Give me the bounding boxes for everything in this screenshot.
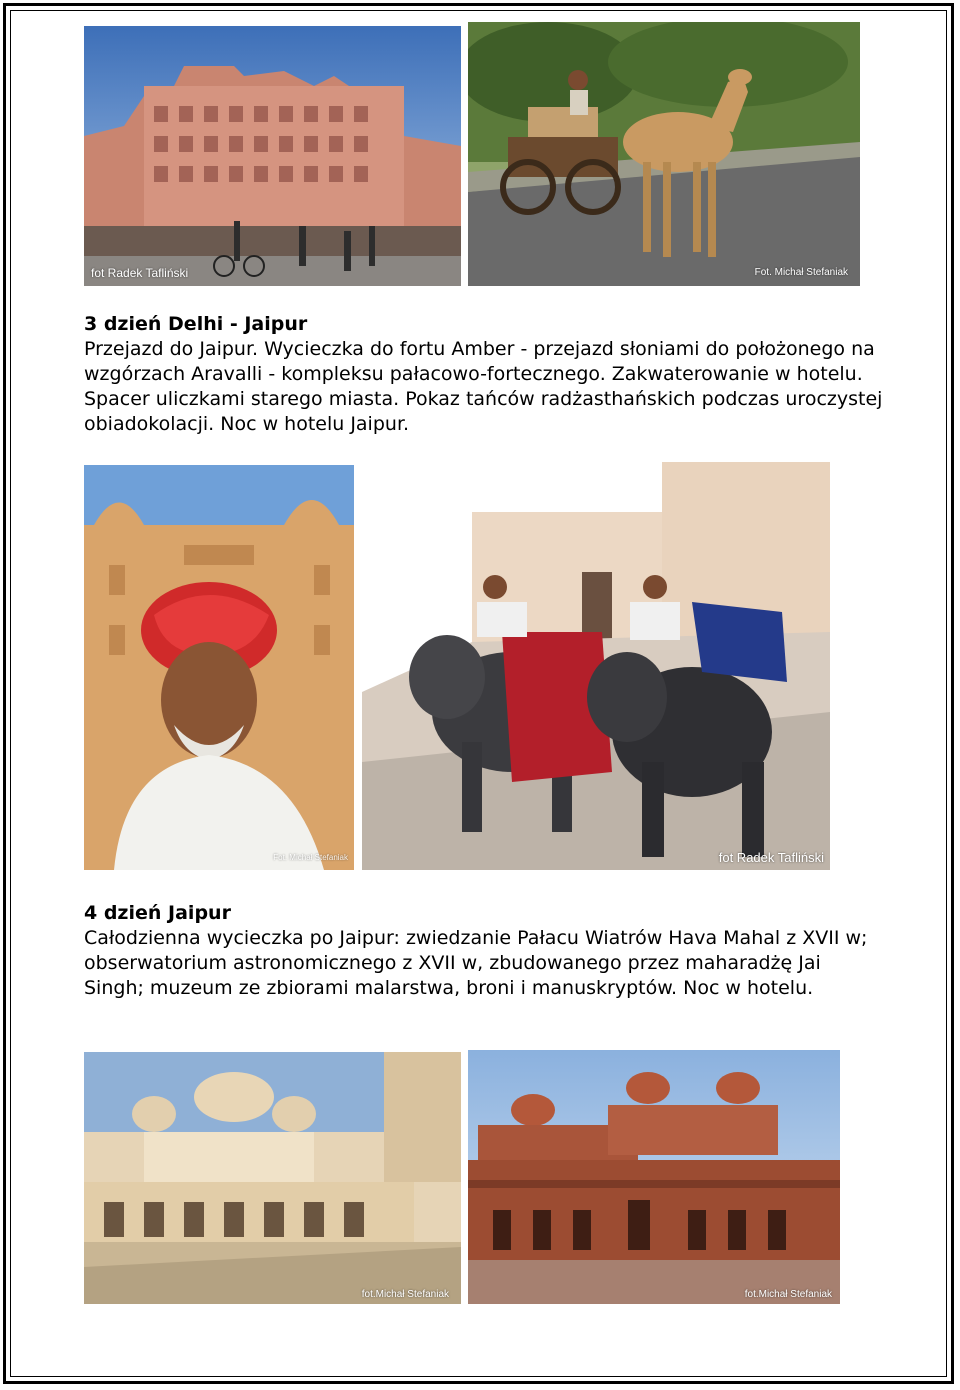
rajasthani-man-image bbox=[84, 465, 354, 870]
day4-body: Całodzienna wycieczka po Jaipur: zwiedzanie Pałacu Wiatrów Hava Mahal z XVII w; obserwatorium astronomicznego z XVII w, zbudowanego przez maharadżę Jai Singh; muzeum ze zbiorami malarstwa, broni i manuskryptów. Noc w hotelu. bbox=[84, 927, 868, 999]
photo-credit: fot.Michał Stefaniak bbox=[361, 1289, 449, 1300]
photo-red-palace bbox=[468, 1050, 840, 1304]
photo-rajasthani-man bbox=[84, 465, 354, 870]
elephants-amber-image bbox=[362, 462, 830, 870]
photo-credit: Fot. Michał Stefaniak bbox=[273, 853, 348, 862]
photo-hawa-mahal bbox=[84, 26, 461, 286]
day4-section bbox=[84, 901, 884, 1001]
day3-section bbox=[84, 312, 884, 437]
photo-amber-palace bbox=[84, 1052, 461, 1304]
photo-elephants-amber bbox=[362, 462, 830, 870]
photo-credit: fot.Michał Stefaniak bbox=[744, 1289, 832, 1300]
red-palace-image bbox=[468, 1050, 840, 1304]
day3-heading: 3 dzień Delhi - Jaipur bbox=[84, 313, 308, 335]
photo-credit: fot Radek Tafliński bbox=[91, 266, 189, 280]
amber-palace-image bbox=[84, 1052, 461, 1304]
hawa-mahal-image bbox=[84, 26, 461, 286]
camel-cart-image bbox=[468, 22, 860, 286]
day3-body: Przejazd do Jaipur. Wycieczka do fortu Amber - przejazd słoniami do położonego na wzgórzach Aravalli - kompleksu pałacowo-fortecznego. Zakwaterowanie w hotelu. Spacer uliczkami starego miasta. Pokaz tańców radżasthańskich podczas uroczystej obiadokolacji. Noc w hotelu Jaipur. bbox=[84, 338, 883, 435]
photo-credit: Fot. Michał Stefaniak bbox=[754, 267, 848, 278]
day4-heading: 4 dzień Jaipur bbox=[84, 902, 231, 924]
photo-camel-cart bbox=[468, 22, 860, 286]
photo-credit: fot Radek Tafliński bbox=[718, 850, 824, 865]
